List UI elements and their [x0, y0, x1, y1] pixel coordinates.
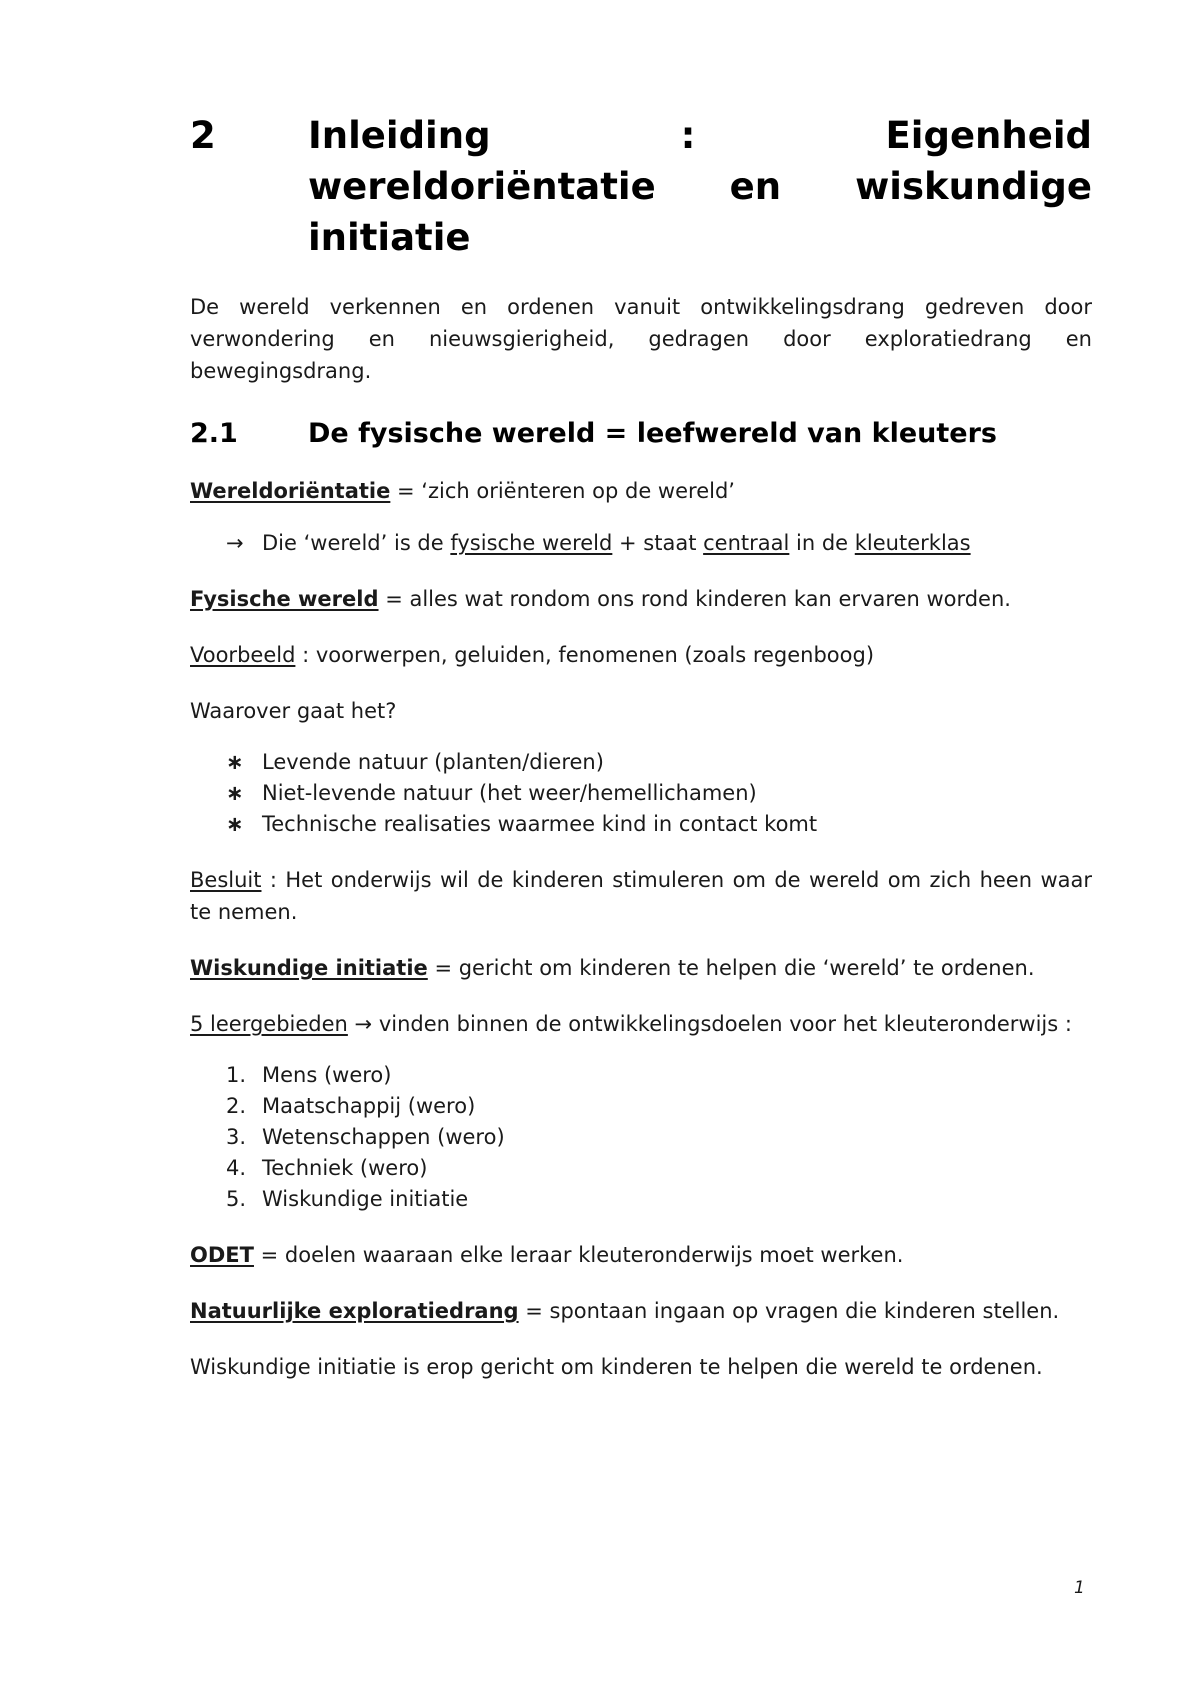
- underlined-fysische-wereld: fysische wereld: [450, 531, 613, 555]
- besluit-paragraph: [190, 864, 1092, 928]
- bullet-list: [190, 747, 1092, 840]
- definition-text: = spontaan ingaan op vragen die kinderen stellen.: [518, 1299, 1060, 1323]
- definition-fysische-wereld: [190, 583, 1092, 615]
- list-item-text: Wetenschappen (wero): [262, 1125, 505, 1149]
- list-item-text: Levende natuur (planten/dieren): [262, 750, 604, 774]
- list-item: [226, 809, 1092, 840]
- text-fragment: + staat: [612, 531, 704, 555]
- definition-wereldorientatie: [190, 475, 1092, 507]
- term-odet: ODET: [190, 1243, 254, 1267]
- list-item-text: Niet-levende natuur (het weer/hemellichamen): [262, 781, 757, 805]
- leergebieden-text: → vinden binnen de ontwikkelingsdoelen voor het kleuteronderwijs :: [347, 1012, 1072, 1036]
- list-item: [226, 1122, 1092, 1153]
- arrow-line-text: [262, 527, 971, 559]
- term-wiskundige-initiatie: Wiskundige initiatie: [190, 956, 428, 980]
- list-item: [226, 1153, 1092, 1184]
- list-number: 3.: [226, 1125, 247, 1149]
- numbered-list: [190, 1060, 1092, 1215]
- list-item: [226, 1184, 1092, 1215]
- term-besluit: Besluit: [190, 868, 262, 892]
- list-item: [226, 1091, 1092, 1122]
- page-number: 1: [1074, 1578, 1085, 1598]
- term-leergebieden: 5 leergebieden: [190, 1012, 348, 1036]
- definition-text: = alles wat rondom ons rond kinderen kan ervaren worden.: [378, 587, 1011, 611]
- list-item-text: Wiskundige initiatie: [262, 1187, 469, 1211]
- section-heading: [190, 417, 1092, 451]
- list-item-text: Techniek (wero): [262, 1156, 428, 1180]
- intro-paragraph: De wereld verkennen en ordenen vanuit ontwikkelingsdrang gedreven door verwondering en nieuwsgierigheid, gedragen door exploratiedrang en bewegingsdrang.: [190, 295, 1092, 383]
- list-item-text: Technische realisaties waarmee kind in contact komt: [262, 812, 818, 836]
- section-title: De fysische wereld = leefwereld van kleuters: [308, 418, 997, 449]
- question-line: Waarover gaat het?: [190, 699, 397, 723]
- text-fragment: Die ‘wereld’ is de: [262, 531, 451, 555]
- asterisk-bullet-icon: ∗: [226, 750, 244, 774]
- term-voorbeeld: Voorbeeld: [190, 643, 296, 667]
- list-number: 1.: [226, 1063, 247, 1087]
- term-fysische-wereld: Fysische wereld: [190, 587, 379, 611]
- underlined-centraal: centraal: [703, 531, 790, 555]
- underlined-kleuterklas: kleuterklas: [854, 531, 971, 555]
- list-item: [226, 1060, 1092, 1091]
- arrow-line: [190, 527, 1092, 559]
- chapter-number: 2: [190, 114, 216, 157]
- chapter-title: Inleiding : Eigenheid wereldoriëntatie en wiskundige initiatie: [308, 114, 1092, 259]
- besluit-text: : Het onderwijs wil de kinderen stimuleren om de wereld om zich heen waar te nemen.: [190, 868, 1092, 924]
- chapter-heading: [190, 110, 1092, 263]
- list-item: [226, 747, 1092, 778]
- list-number: 5.: [226, 1187, 247, 1211]
- term-wereldorientatie: Wereldoriëntatie: [190, 479, 391, 503]
- definition-text: = ‘zich oriënteren op de wereld’: [390, 479, 735, 503]
- list-item-text: Mens (wero): [262, 1063, 392, 1087]
- definition-text: = gericht om kinderen te helpen die ‘wereld’ te ordenen.: [427, 956, 1035, 980]
- list-item-text: Maatschappij (wero): [262, 1094, 476, 1118]
- voorbeeld-text: : voorwerpen, geluiden, fenomenen (zoals regenboog): [295, 643, 875, 667]
- list-number: 2.: [226, 1094, 247, 1118]
- section-number: 2.1: [190, 418, 238, 449]
- asterisk-bullet-icon: ∗: [226, 812, 244, 836]
- definition-odet: [190, 1239, 1092, 1271]
- leergebieden-paragraph: [190, 1008, 1092, 1040]
- term-natuurlijke-exploratiedrang: Natuurlijke exploratiedrang: [190, 1299, 519, 1323]
- asterisk-bullet-icon: ∗: [226, 781, 244, 805]
- list-number: 4.: [226, 1156, 247, 1180]
- text-fragment: in de: [789, 531, 855, 555]
- definition-natuurlijke-exploratiedrang: [190, 1295, 1092, 1327]
- arrow-icon: →: [226, 531, 244, 555]
- closing-paragraph: Wiskundige initiatie is erop gericht om kinderen te helpen die wereld te ordenen.: [190, 1355, 1043, 1379]
- document-page: [190, 110, 1092, 1383]
- voorbeeld-line: [190, 639, 1092, 671]
- definition-text: = doelen waaraan elke leraar kleuteronderwijs moet werken.: [253, 1243, 904, 1267]
- list-item: [226, 778, 1092, 809]
- definition-wiskundige-initiatie: [190, 952, 1092, 984]
